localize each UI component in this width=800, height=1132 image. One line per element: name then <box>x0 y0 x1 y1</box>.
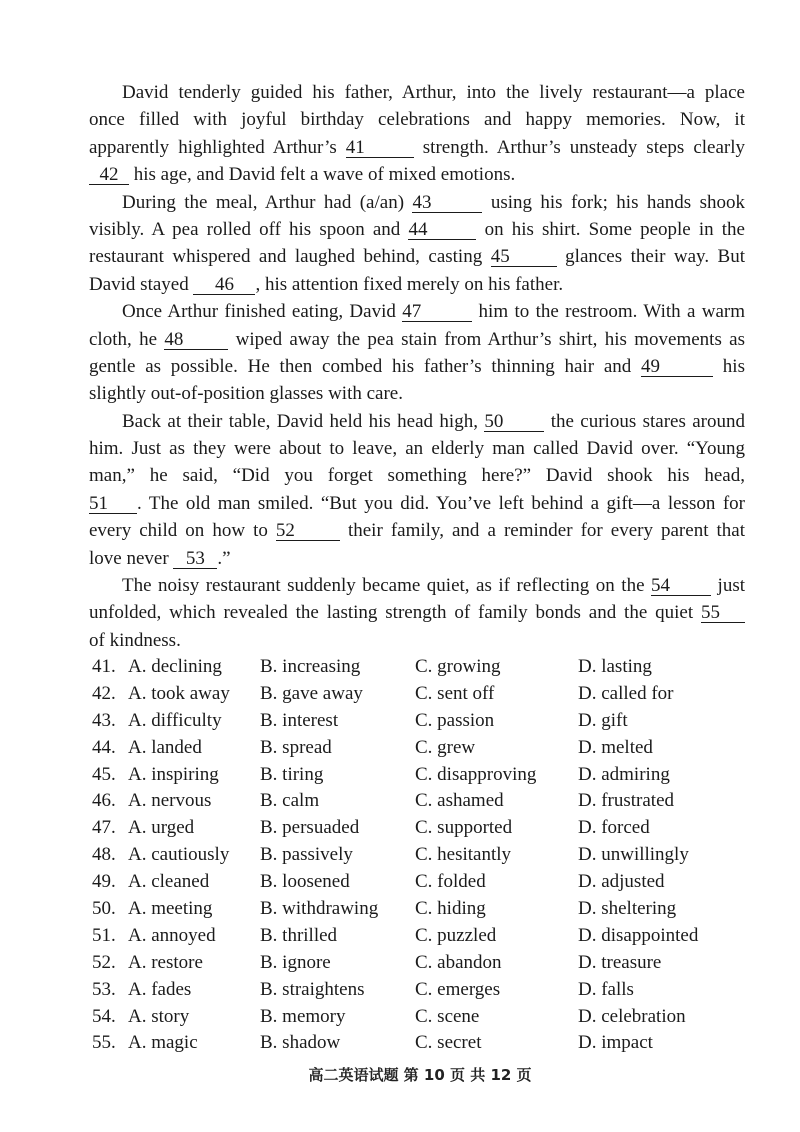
passage-text: .” <box>217 547 231 569</box>
passage-text: him. Just as they were about to leave, an elderly man called David over. “Young <box>89 438 745 460</box>
option-a: A. inspiring <box>128 763 219 785</box>
option-a: A. meeting <box>128 898 213 920</box>
passage-line <box>89 271 745 298</box>
option-b: B. spread <box>260 736 332 758</box>
question-number: 42. <box>92 682 116 704</box>
question-number: 51. <box>92 924 116 946</box>
option-a: A. cleaned <box>128 871 210 893</box>
answer-blank: 46 <box>193 275 255 295</box>
passage-line <box>89 243 745 270</box>
option-b: B. loosened <box>260 871 350 893</box>
option-b: B. withdrawing <box>260 898 379 920</box>
passage-text: David stayed <box>89 273 194 295</box>
passage-text: once filled with joyful birthday celebrations and happy memories. Now, it <box>89 109 745 131</box>
option-c: C. ashamed <box>415 790 504 812</box>
passage-text: David tenderly guided his father, Arthur, into the lively restaurant—a place <box>122 82 745 103</box>
option-a: A. declining <box>128 656 222 677</box>
passage-text: gentle as possible. He then combed his father’s thinning hair and <box>89 355 642 377</box>
passage-text: . The old man smiled. “But you did. You’ve left behind a gift—a lesson for <box>137 492 745 514</box>
passage-line <box>89 572 745 599</box>
option-b: B. interest <box>260 709 339 731</box>
passage-text: their family, and a reminder for every parent that <box>339 520 746 542</box>
option-b: B. increasing <box>260 656 361 677</box>
answer-blank: 42 <box>89 165 129 185</box>
option-c: C. emerges <box>415 978 501 1000</box>
passage-text: restaurant whispered and laughed behind, casting <box>89 246 491 268</box>
passage-line <box>89 326 745 353</box>
option-b: B. memory <box>260 1005 346 1027</box>
option-c: C. abandon <box>415 951 502 973</box>
option-b: B. gave away <box>260 682 363 704</box>
option-c: C. disapproving <box>415 763 537 785</box>
option-c: C. supported <box>415 817 513 839</box>
paragraph <box>89 79 745 189</box>
paragraph <box>89 408 745 572</box>
option-c: C. secret <box>415 1032 482 1054</box>
option-d: D. treasure <box>578 951 662 973</box>
answer-blank: 48 <box>164 330 228 350</box>
passage-text: Back at their table, David held his head high, <box>122 410 485 432</box>
question-row <box>89 977 748 1004</box>
question-row <box>89 842 748 869</box>
option-c: C. passion <box>415 709 495 731</box>
answer-blank: 50 <box>484 412 544 432</box>
option-d: D. celebration <box>578 1005 686 1027</box>
question-number: 44. <box>92 736 116 758</box>
answer-blank: 55 <box>701 603 745 623</box>
option-b: B. shadow <box>260 1032 341 1054</box>
answer-blank: 45 <box>491 247 557 267</box>
question-number: 54. <box>92 1005 116 1027</box>
options-list <box>89 654 748 1057</box>
passage-line <box>89 517 745 544</box>
passage-line <box>89 490 745 517</box>
question-number: 53. <box>92 978 116 1000</box>
option-b: B. tiring <box>260 763 324 785</box>
passage-line <box>89 216 745 243</box>
answer-blank: 44 <box>408 220 476 240</box>
option-a: A. took away <box>128 682 230 704</box>
question-row <box>89 896 748 923</box>
option-d: D. frustrated <box>578 790 675 812</box>
question-row <box>89 1004 748 1031</box>
passage-text: him to the restroom. With a warm <box>472 301 746 323</box>
question-number: 46. <box>92 790 116 812</box>
passage-line <box>89 435 745 462</box>
passage-text: , his attention fixed merely on his father. <box>255 273 564 295</box>
option-b: B. ignore <box>260 951 331 973</box>
option-a: A. story <box>128 1005 190 1027</box>
answer-blank: 51 <box>89 494 137 514</box>
passage-text: cloth, he <box>89 328 165 350</box>
option-b: B. thrilled <box>260 924 338 946</box>
passage-line <box>89 408 745 435</box>
question-row <box>89 950 748 977</box>
option-d: D. melted <box>578 736 653 758</box>
option-b: B. straightens <box>260 978 365 1000</box>
passage-text: just <box>711 575 745 597</box>
question-row <box>89 762 748 789</box>
question-number: 49. <box>92 871 116 893</box>
option-a: A. fades <box>128 978 192 1000</box>
option-d: D. lasting <box>578 656 652 677</box>
passage-line <box>89 298 745 325</box>
passage-text: During the meal, Arthur had (a/an) <box>122 191 413 213</box>
passage-line <box>89 545 745 572</box>
paragraph <box>89 298 745 408</box>
passage-text: man,” he said, “Did you forget something here?” David shook his head, <box>89 465 745 487</box>
option-c: C. scene <box>415 1005 480 1027</box>
question-number: 47. <box>92 817 116 839</box>
passage-text: his age, and David felt a wave of mixed emotions. <box>129 164 516 186</box>
question-row <box>89 923 748 950</box>
cloze-passage <box>89 79 745 654</box>
option-d: D. impact <box>578 1032 653 1054</box>
passage-line <box>89 599 745 626</box>
answer-blank: 54 <box>651 576 711 596</box>
passage-text: strength. Arthur’s unsteady steps clearly <box>413 136 746 158</box>
option-d: D. forced <box>578 817 650 839</box>
option-c: C. sent off <box>415 682 495 704</box>
passage-text: wiped away the pea stain from Arthur’s shirt, his movements as <box>228 328 745 350</box>
question-row <box>89 788 748 815</box>
option-d: D. admiring <box>578 763 670 785</box>
question-row <box>89 654 748 681</box>
answer-blank: 43 <box>412 193 482 213</box>
passage-line <box>89 189 745 216</box>
option-a: A. difficulty <box>128 709 222 731</box>
option-c: C. hiding <box>415 898 486 920</box>
passage-line <box>89 462 745 489</box>
question-row <box>89 815 748 842</box>
page-footer: 高二英语试题 第 10 页 共 12 页 <box>308 1066 532 1084</box>
option-a: A. cautiously <box>128 844 230 866</box>
question-row <box>89 681 748 708</box>
question-row <box>89 869 748 896</box>
question-row <box>89 708 748 735</box>
answer-blank: 52 <box>276 521 340 541</box>
passage-text: Once Arthur finished eating, David <box>122 301 403 323</box>
passage-line <box>89 627 745 654</box>
passage-line <box>89 161 745 188</box>
passage-text: slightly out-of-position glasses with care. <box>89 383 403 405</box>
option-d: D. disappointed <box>578 924 699 946</box>
option-c: C. grew <box>415 736 476 758</box>
option-b: B. persuaded <box>260 817 360 839</box>
passage-line <box>89 134 745 161</box>
answer-blank: 53 <box>173 549 217 569</box>
question-number: 45. <box>92 763 116 785</box>
passage-text: the curious stares around <box>544 410 745 432</box>
option-d: D. sheltering <box>578 898 677 920</box>
question-row <box>89 1030 748 1057</box>
option-a: A. landed <box>128 736 202 758</box>
option-c: C. growing <box>415 656 501 677</box>
question-number: 48. <box>92 844 116 866</box>
passage-text: his <box>713 355 745 377</box>
passage-text: love never <box>89 547 174 569</box>
passage-text: visibly. A pea rolled off his spoon and <box>89 218 409 240</box>
option-d: D. adjusted <box>578 871 665 893</box>
option-b: B. passively <box>260 844 353 866</box>
passage-line <box>89 353 745 380</box>
passage-text: of kindness. <box>89 629 181 651</box>
option-c: C. hesitantly <box>415 844 512 866</box>
passage-text: The noisy restaurant suddenly became quiet, as if reflecting on the <box>122 575 652 597</box>
answer-blank: 49 <box>641 357 713 377</box>
answer-blank: 47 <box>402 302 472 322</box>
passage-text: on his shirt. Some people in the <box>476 218 745 240</box>
passage-line <box>89 380 745 407</box>
option-a: A. urged <box>128 817 195 839</box>
question-number: 41. <box>92 656 116 677</box>
passage-text: every child on how to <box>89 520 276 542</box>
passage-line <box>89 106 745 133</box>
option-d: D. falls <box>578 978 634 1000</box>
option-d: D. gift <box>578 709 628 731</box>
option-c: C. folded <box>415 871 486 893</box>
question-number: 55. <box>92 1032 116 1054</box>
question-number: 50. <box>92 898 116 920</box>
option-a: A. restore <box>128 951 203 973</box>
option-a: A. annoyed <box>128 924 216 946</box>
option-a: A. nervous <box>128 790 212 812</box>
passage-text: apparently highlighted Arthur’s <box>89 136 346 158</box>
question-number: 52. <box>92 951 116 973</box>
option-a: A. magic <box>128 1032 198 1054</box>
option-b: B. calm <box>260 790 320 812</box>
passage-line <box>89 79 745 106</box>
option-c: C. puzzled <box>415 924 497 946</box>
paragraph <box>89 189 745 299</box>
question-number: 43. <box>92 709 116 731</box>
paragraph <box>89 572 745 654</box>
answer-blank: 41 <box>346 138 414 158</box>
option-d: D. called for <box>578 682 674 704</box>
passage-text: using his fork; his hands shook <box>482 191 745 213</box>
passage-text: glances their way. But <box>556 246 745 268</box>
question-row <box>89 735 748 762</box>
passage-text: unfolded, which revealed the lasting strength of family bonds and the quiet <box>89 602 701 624</box>
option-d: D. unwillingly <box>578 844 689 866</box>
